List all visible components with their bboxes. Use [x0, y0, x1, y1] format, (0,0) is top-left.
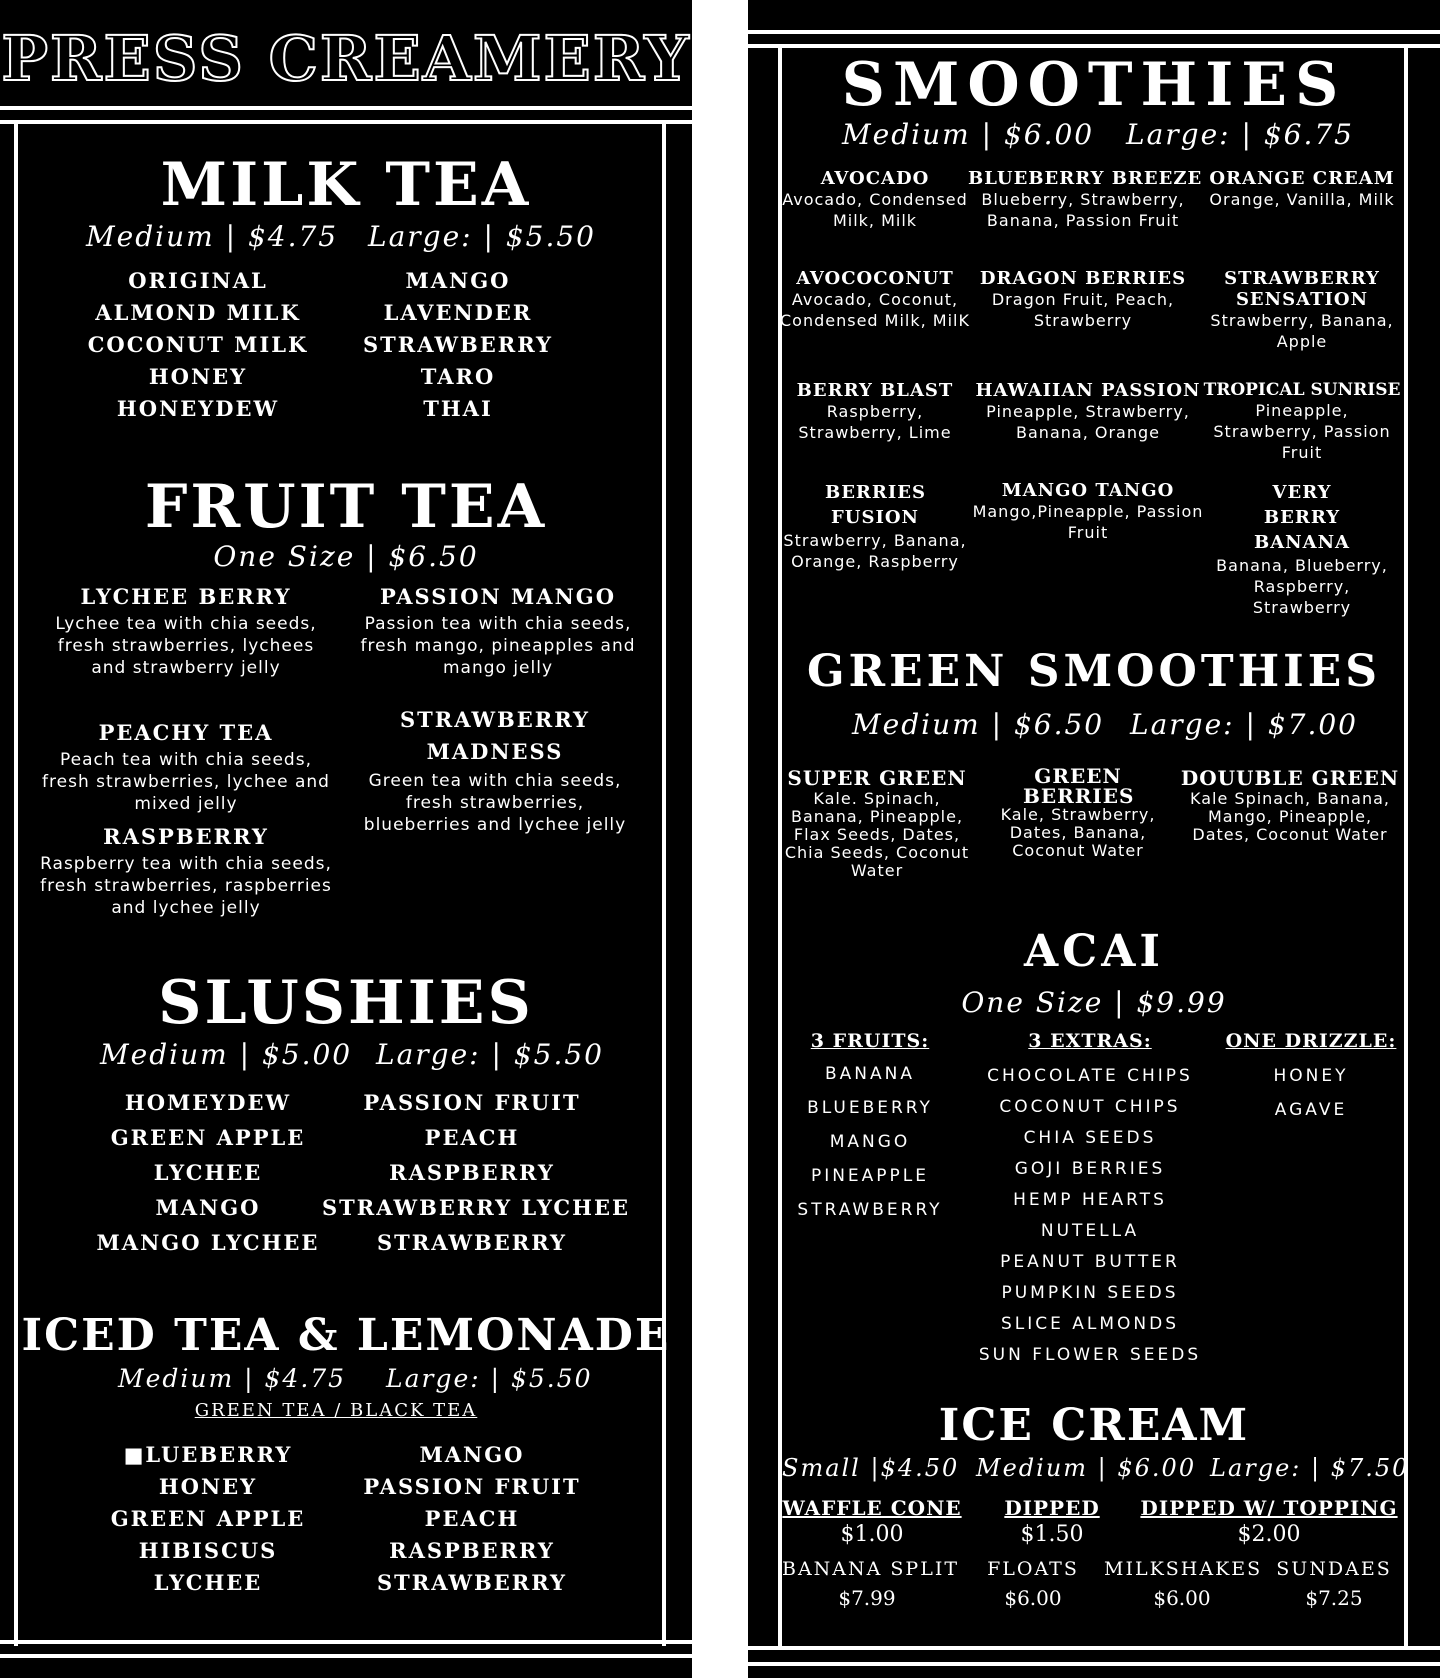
menu-item: HONEY [148, 364, 248, 389]
item-name: BERRY BLAST [796, 380, 954, 401]
smoothie-item [968, 168, 1203, 231]
menu-item: ALMOND MILK [95, 300, 301, 325]
divider-line [748, 30, 1440, 34]
acai-option: SUN FLOWER SEEDS [978, 1345, 1202, 1365]
menu-item: RASPBERRY [389, 1538, 555, 1563]
acai-option: CHIA SEEDS [1023, 1128, 1157, 1148]
ice-cream-extra [1104, 1558, 1263, 1610]
acai-extras-column [962, 1030, 1218, 1376]
item-name: PASSION MANGO [379, 584, 616, 609]
milk-tea-price-large: Large: | $5.50 [368, 220, 596, 253]
ice-cream-extra [1266, 1558, 1402, 1610]
menu-item: PEACH [424, 1506, 520, 1531]
item-name: SUPER GREEN [787, 766, 967, 790]
menu-item: HOMEYDEW [124, 1090, 292, 1115]
item-description: Raspberry, Strawberry, Lime [798, 402, 952, 442]
menu-item: LAVENDER [383, 300, 533, 325]
item-description: Strawberry, Banana, Apple [1210, 311, 1394, 351]
item-name: VERY BERRY BANANA [1253, 482, 1351, 553]
item-description: Strawberry, Banana, Orange, Raspberry [783, 531, 967, 571]
acai-option: BANANA [825, 1064, 915, 1084]
divider-line [0, 1654, 692, 1658]
item-name: RASPBERRY [103, 824, 269, 849]
menu-item: STRAWBERRY [362, 332, 554, 357]
smoothie-item [968, 480, 1208, 543]
item-description: Banana, Blueberry, Raspberry, Strawberry [1216, 556, 1388, 617]
option-name: DIPPED [1004, 1496, 1100, 1520]
green-smoothie-item [1178, 766, 1402, 844]
menu-item: GREEN APPLE [110, 1125, 306, 1150]
ice-cream-price-medium: Medium | $6.00 [976, 1454, 1197, 1482]
item-name: TROPICAL SUNRISE [1203, 380, 1401, 400]
menu-item: HONEY [158, 1474, 258, 1499]
option-name: DIPPED W/ TOPPING [1140, 1496, 1398, 1520]
divider-line [748, 1662, 1440, 1666]
acai-extras-header: 3 EXTRAS: [1028, 1030, 1152, 1052]
menu-item: MANGO LYCHEE [96, 1230, 320, 1255]
iced-tea-list-left [84, 1442, 332, 1602]
acai-option: PEANUT BUTTER [1000, 1252, 1180, 1272]
ice-cream-extra [968, 1558, 1098, 1610]
item-description: Peach tea with chia seeds, fresh strawberries, lychee and mixed jelly [42, 750, 330, 814]
acai-drizzle-header: ONE DRIZZLE: [1225, 1030, 1397, 1052]
item-name: BLUEBERRY BREEZE [968, 168, 1203, 189]
acai-option: STRAWBERRY [797, 1200, 943, 1220]
acai-option: SLICE ALMONDS [1000, 1314, 1180, 1334]
item-name: DOUUBLE GREEN [1180, 766, 1400, 790]
item-description: Lychee tea with chia seeds, fresh strawberries, lychees and strawberry jelly [55, 614, 317, 678]
item-name: BERRIES FUSION [825, 482, 926, 528]
menu-item: PASSION FRUIT [363, 1090, 581, 1115]
acai-option: CHOCOLATE CHIPS [987, 1066, 1193, 1086]
divider-line [0, 1640, 692, 1644]
fruit-tea-item [352, 704, 638, 836]
item-name: DRAGON BERRIES [979, 268, 1187, 289]
item-description: Avocado, Coconut, Condensed Milk, MilK [780, 290, 970, 330]
item-description: Kale. Spinach, Banana, Pineapple, Flax Seeds, Dates, Chia Seeds, Coconut Water [784, 789, 970, 880]
item-description: Blueberry, Strawberry, Banana, Passion Fruit [981, 190, 1185, 230]
ice-cream-option [982, 1496, 1122, 1547]
item-description: Avocado, Condensed Milk, Milk [782, 190, 968, 230]
extra-price: $6.00 [1153, 1586, 1211, 1610]
item-description: Mango,Pineapple, Passion Fruit [972, 502, 1204, 542]
menu-item: STRAWBERRY LYCHEE [322, 1195, 631, 1220]
fruit-tea-item [40, 720, 332, 815]
item-description: Kale Spinach, Banana, Mango, Pineapple, Dates, Coconut Water [1190, 789, 1390, 844]
extra-name: MILKSHAKES [1104, 1558, 1263, 1580]
acai-option: HEMP HEARTS [1013, 1190, 1167, 1210]
acai-title: ACAI [1024, 926, 1164, 977]
fruit-tea-item [340, 584, 656, 679]
smoothie-item [1202, 380, 1402, 463]
smoothies-price-large: Large: | $6.75 [1126, 118, 1354, 151]
acai-option: GOJI BERRIES [1014, 1159, 1166, 1179]
menu-item: STRAWBERRY [376, 1230, 568, 1255]
divider-line [748, 1646, 1440, 1650]
acai-price: One Size | $9.99 [961, 986, 1227, 1019]
smoothie-item [780, 268, 970, 331]
item-description: Green tea with chia seeds, fresh strawberries, blueberries and lychee jelly [363, 771, 627, 835]
green-smoothies-price-medium: Medium | $6.50 [852, 708, 1105, 741]
menu-item: TARO [420, 364, 496, 389]
smoothie-item [1202, 268, 1402, 352]
iced-tea-title: ICED TEA & LEMONADE [21, 1310, 671, 1361]
option-name: WAFFLE CONE [782, 1496, 962, 1520]
item-description: Dragon Fruit, Peach, Strawberry [991, 290, 1175, 330]
milk-tea-title: MILK TEA [160, 150, 532, 220]
menu-item: HONEYDEW [116, 396, 280, 421]
extra-price: $7.25 [1305, 1586, 1363, 1610]
slushies-title: SLUSHIES [158, 968, 534, 1038]
green-smoothie-item [988, 766, 1168, 860]
acai-fruits-column [786, 1030, 954, 1234]
item-name: ORANGE CREAM [1209, 168, 1395, 189]
option-price: $1.00 [840, 1522, 904, 1547]
menu-item: RASPBERRY [389, 1160, 555, 1185]
iced-tea-price-medium: Medium | $4.75 [118, 1364, 347, 1393]
smoothies-price-medium: Medium | $6.00 [842, 118, 1095, 151]
extra-price: $6.00 [1004, 1586, 1062, 1610]
fruit-tea-price: One Size | $6.50 [213, 540, 479, 573]
item-description: Orange, Vanilla, Milk [1209, 190, 1395, 209]
acai-option: MANGO [829, 1132, 911, 1152]
milk-tea-price-medium: Medium | $4.75 [86, 220, 339, 253]
item-name: PEACHY TEA [98, 720, 274, 745]
left-menu-board [0, 0, 692, 1678]
smoothie-item [780, 380, 970, 443]
slushies-list-right [322, 1090, 631, 1265]
menu-item: MANGO [419, 1442, 525, 1467]
green-smoothies-price-large: Large: | $7.00 [1130, 708, 1358, 741]
acai-option: PUMPKIN SEEDS [1001, 1283, 1179, 1303]
ice-cream-title: ICE CREAM [938, 1400, 1250, 1451]
option-price: $2.00 [1237, 1522, 1301, 1547]
item-name: AVOCOCONUT [796, 268, 954, 289]
item-name: STRAWBERRY SENSATION [1224, 268, 1380, 310]
extra-name: BANANA SPLIT [782, 1558, 960, 1580]
brand-title: PRESS CREAMERY [1, 22, 691, 95]
menu-item: PEACH [424, 1125, 520, 1150]
smoothie-item [968, 380, 1208, 443]
item-name: STRAWBERRY MADNESS [399, 707, 591, 764]
iced-tea-price-large: Large: | $5.50 [386, 1364, 593, 1393]
smoothie-item [1202, 168, 1402, 210]
acai-option: COCONUT CHIPS [999, 1097, 1181, 1117]
ice-cream-extra [782, 1558, 960, 1610]
menu-item: PASSION FRUIT [363, 1474, 581, 1499]
acai-option: HONEY [1273, 1066, 1349, 1086]
item-name: GREEN BERRIES [1023, 764, 1135, 808]
menu-item: COCONUT MILK [87, 332, 309, 357]
acai-option: NUTELLA [1040, 1221, 1140, 1241]
acai-option: AGAVE [1274, 1100, 1348, 1120]
divider-line [0, 120, 692, 124]
fruit-tea-title: FRUIT TEA [144, 472, 548, 542]
acai-option: PINEAPPLE [810, 1166, 930, 1186]
item-description: Pineapple, Strawberry, Banana, Orange [986, 402, 1190, 442]
smoothie-item [1202, 480, 1402, 618]
slushies-price-large: Large: | $5.50 [376, 1038, 604, 1071]
item-description: Raspberry tea with chia seeds, fresh strawberries, raspberries and lychee jelly [40, 854, 332, 918]
item-description: Kale, Strawberry, Dates, Banana, Coconut Water [1000, 805, 1156, 860]
ice-cream-price-large: Large: | $7.50 [1210, 1454, 1410, 1482]
item-name: MANGO TANGO [1001, 480, 1175, 501]
smoothie-item [780, 168, 970, 231]
menu-item: MANGO [405, 268, 511, 293]
menu-item: THAI [423, 396, 493, 421]
right-menu-board [748, 0, 1440, 1678]
iced-tea-list-right [330, 1442, 614, 1602]
acai-drizzle-column [1216, 1030, 1406, 1134]
item-description: Passion tea with chia seeds, fresh mango, pineapples and mango jelly [360, 614, 636, 678]
extra-name: FLOATS [987, 1558, 1079, 1580]
acai-option: BLUEBERRY [807, 1098, 933, 1118]
slushies-price-medium: Medium | $5.00 [100, 1038, 353, 1071]
iced-tea-subtitle: GREEN TEA / BLACK TEA [194, 1400, 478, 1421]
extra-price: $7.99 [838, 1586, 896, 1610]
ice-cream-option [1136, 1496, 1402, 1547]
green-smoothies-title: GREEN SMOOTHIES [806, 646, 1382, 697]
smoothie-item [968, 268, 1198, 331]
extra-name: SUNDAES [1276, 1558, 1392, 1580]
smoothie-item [780, 480, 970, 572]
menu-item: ■LUEBERRY [123, 1442, 293, 1467]
smoothies-title: SMOOTHIES [841, 50, 1347, 120]
slushies-list-left [84, 1090, 332, 1265]
item-name: HAWAIIAN PASSION [975, 380, 1201, 401]
item-description: Pineapple, Strawberry, Passion Fruit [1213, 401, 1391, 462]
fruit-tea-item [40, 824, 332, 919]
menu-item: GREEN APPLE [110, 1506, 306, 1531]
acai-fruits-header: 3 FRUITS: [810, 1030, 930, 1052]
green-smoothie-item [782, 766, 972, 880]
menu-item: ORIGINAL [128, 268, 268, 293]
divider-line [0, 106, 692, 110]
fruit-tea-item [40, 584, 332, 679]
menu-item: LYCHEE [153, 1570, 263, 1595]
menu-item: LYCHEE [153, 1160, 263, 1185]
item-name: LYCHEE BERRY [80, 584, 292, 609]
ice-cream-price-small: Small |$4.50 [782, 1454, 960, 1482]
divider-line [748, 44, 1440, 48]
menu-item: STRAWBERRY [376, 1570, 568, 1595]
menu-item: HIBISCUS [138, 1538, 278, 1563]
milk-tea-list-left [84, 268, 312, 428]
menu-item: MANGO [155, 1195, 261, 1220]
ice-cream-option [782, 1496, 962, 1547]
item-name: AVOCADO [820, 168, 930, 189]
milk-tea-list-right [344, 268, 572, 428]
option-price: $1.50 [1020, 1522, 1084, 1547]
